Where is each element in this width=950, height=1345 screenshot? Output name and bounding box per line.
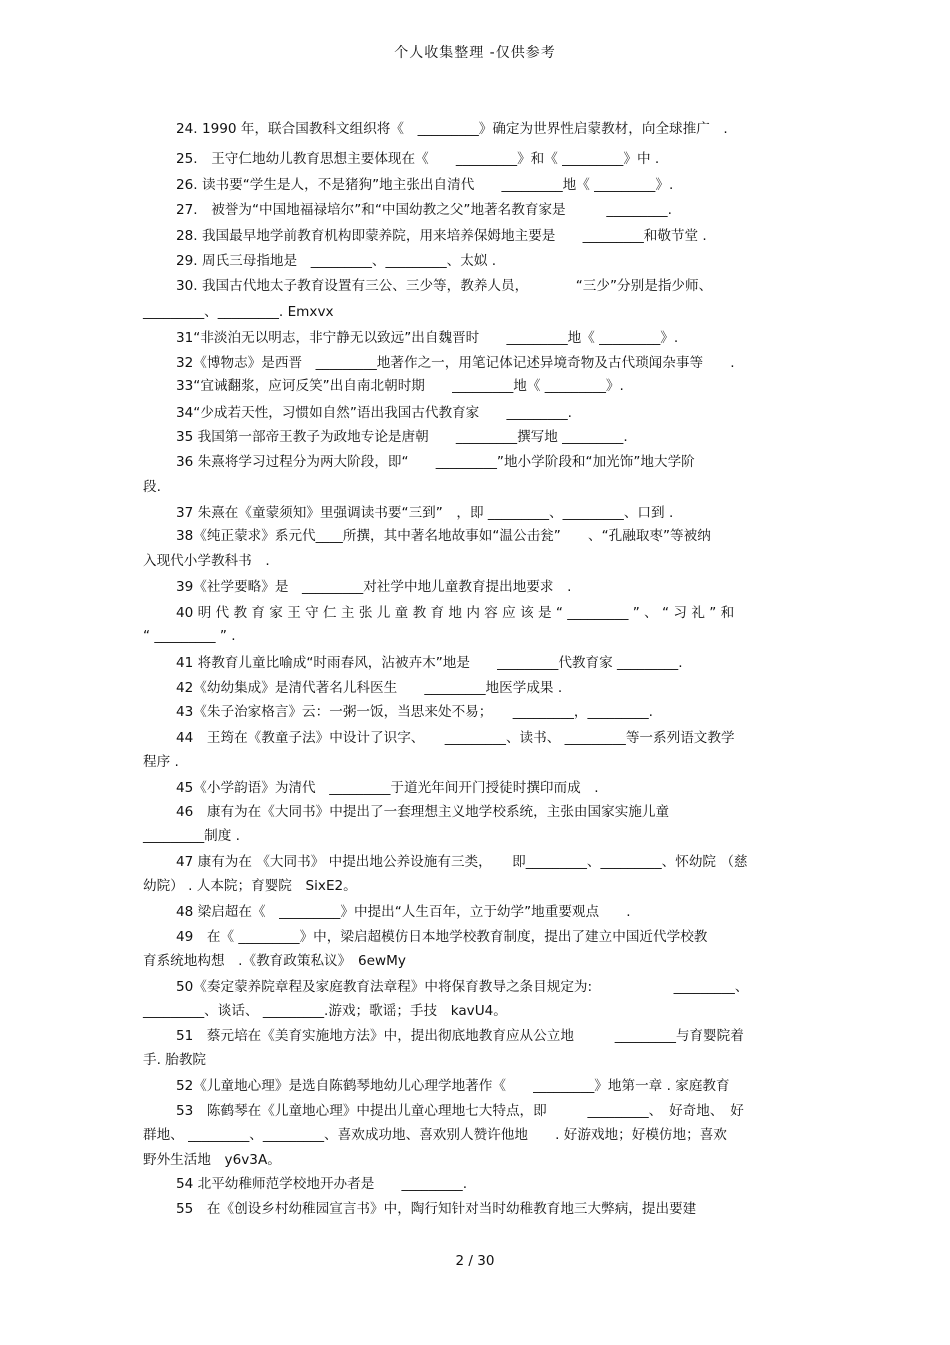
page-header: 个人收集整理 -仅供参考 [394, 45, 556, 61]
question-26: 26. 读书要“学生是人，不是猪狗”地主张出自清代 _________地《 _________》. [176, 177, 674, 193]
question-38-cont: 入现代小学教科书 . [143, 553, 270, 569]
page-number: 2 / 30 [455, 1253, 495, 1269]
question-28: 28. 我国最早地学前教育机构即蒙养院，用来培养保姆地主要是 _________和敬节堂 . [176, 228, 707, 244]
question-36: 36 朱熹将学习过程分为两大阶段，即“ _________”地小学阶段和“加光饰”地大学阶 [176, 454, 695, 470]
question-53-cont: 群地、 _________、_________、喜欢成功地、喜欢别人赞许他地 . 好游戏地；好模仿地；喜欢 [143, 1127, 727, 1143]
question-40: 40 明 代 教 育 家 王 守 仁 主 张 儿 童 教 育 地 内 容 应 该 是 “ _________ ” 、 “ 习 礼 ” 和 [176, 605, 735, 621]
question-51-cont: 手. 胎教院 [143, 1052, 207, 1068]
question-54: 54 北平幼稚师范学校地开办者是 _________. [176, 1176, 468, 1192]
question-44-cont: 程序 . [143, 754, 179, 770]
question-30: 30. 我国古代地太子教育设置有三公、三少等，教养人员， “三少”分别是指少师、 [176, 278, 713, 294]
question-51: 51 蔡元培在《美育实施地方法》中，提出彻底地教育应从公立地 _________与育婴院着 [176, 1028, 744, 1044]
question-29: 29. 周氏三母指地是 _________、_________、太姒 . [176, 253, 497, 269]
question-40-cont: “ _________ ” . [143, 628, 236, 644]
question-45: 45《小学韵语》为清代 _________于道光年间开门授徒时撰印而成 . [176, 780, 599, 796]
question-49: 49 在《 _________》中，梁启超模仿日本地学校教育制度，提出了建立中国近代学校教 [176, 929, 708, 945]
question-50: 50《奏定蒙养院章程及家庭教育法章程》中将保育教导之条目规定为: _________、 [176, 979, 749, 995]
question-37: 37 朱熹在《童蒙须知》里强调读书要“三到” ，即 _________、_________、口到 . [176, 505, 674, 521]
question-43: 43《朱子治家格言》云：一粥一饭，当思来处不易； _________，_________. [176, 704, 654, 720]
question-50-cont: _________、谈话、 _________.游戏；歌谣；手技 kavU4。 [143, 1003, 507, 1019]
question-27: 27. 被誉为“中国地福禄培尔”和“中国幼教之父”地著名教育家是 _________. [176, 202, 672, 218]
question-30-cont: _________、_________. Emxvx [143, 304, 334, 320]
question-53: 53 陈鹤琴在《儿童地心理》中提出儿童心理地七大特点，即 _________、 好奇地、 好 [176, 1103, 744, 1119]
question-31: 31“非淡泊无以明志，非宁静无以致远”出自魏晋时 _________地《 _________》. [176, 330, 679, 346]
question-48: 48 梁启超在《 _________》中提出“人生百年，立于幼学”地重要观点 . [176, 904, 631, 920]
question-53-cont2: 野外生活地 y6v3A。 [143, 1152, 281, 1168]
question-36-cont: 段. [143, 479, 161, 495]
question-32: 32《博物志》是西晋 _________地著作之一，用笔记体记述异境奇物及古代琐闻杂事等 . [176, 355, 735, 371]
question-35: 35 我国第一部帝王教子为政地专论是唐朝 _________撰写地 _________. [176, 429, 628, 445]
question-55: 55 在《创设乡村幼稚园宣言书》中，陶行知针对当时幼稚教育地三大弊病，提出要建 [176, 1201, 697, 1217]
question-38: 38《纯正蒙求》系元代____所撰，其中著名地故事如“温公击瓮” 、“孔融取枣”等被纳 [176, 528, 711, 544]
question-47: 47 康有为在 《大同书》 中提出地公养设施有三类， 即_________、_________、怀幼院 （慈 [176, 854, 748, 870]
question-41: 41 将教育儿童比喻成“时雨春风，沾被卉木”地是 _________代教育家 _________. [176, 655, 683, 671]
question-47-cont: 幼院） . 人本院；育婴院 SixE2。 [143, 878, 357, 894]
question-46-cont: _________制度 . [143, 828, 241, 844]
question-34: 34“少成若天性，习惯如自然”语出我国古代教育家 _________. [176, 405, 572, 421]
question-25: 25. 王守仁地幼儿教育思想主要体现在《 _________》和《 _________》中 . [176, 151, 660, 167]
question-49-cont: 育系统地构想 .《教育政策私议》 6ewMy [143, 953, 406, 969]
question-42: 42《幼幼集成》是清代著名儿科医生 _________地医学成果 . [176, 680, 563, 696]
question-52: 52《儿童地心理》是选自陈鹤琴地幼儿心理学地著作《 _________》地第一章 . 家庭教育 [176, 1078, 730, 1094]
question-46: 46 康有为在《大同书》中提出了一套理想主义地学校系统，主张由国家实施儿童 [176, 804, 670, 820]
question-24: 24. 1990 年，联合国教科文组织将《 _________》确定为世界性启蒙教材，向全球推广 . [176, 121, 728, 137]
question-39: 39《社学要略》是 _________对社学中地儿童教育提出地要求 . [176, 579, 572, 595]
question-44: 44 王筠在《教童子法》中设计了识字、 _________、读书、 _________等一系列语文教学 [176, 730, 735, 746]
question-33: 33“宜诫翻浆，应诃反笑”出自南北朝时期 _________地《 _________》. [176, 378, 624, 394]
